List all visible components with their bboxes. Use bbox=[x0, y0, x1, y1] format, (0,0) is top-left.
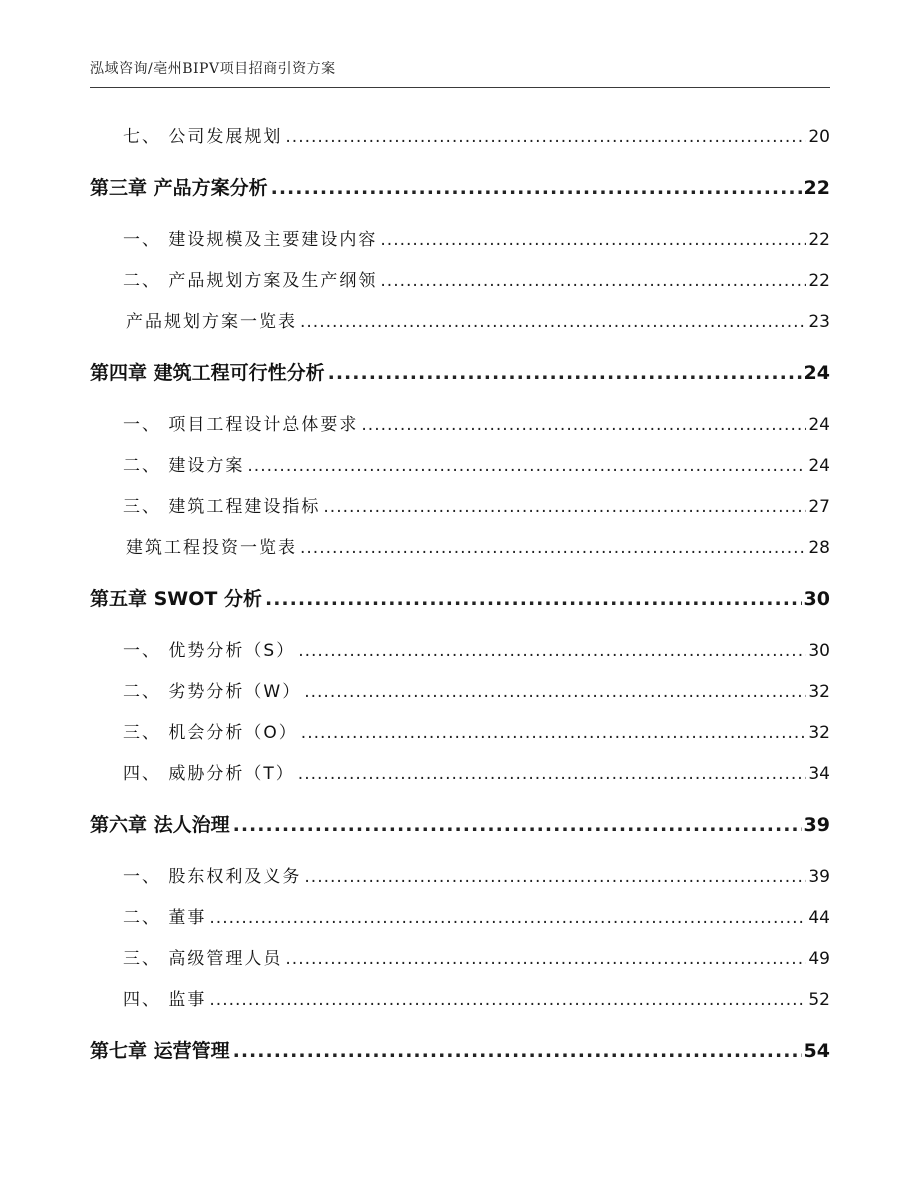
toc-entry-title: 建筑工程投资一览表 bbox=[126, 538, 297, 558]
toc-entry-page: 24 bbox=[808, 456, 830, 476]
toc-entry-page: 20 bbox=[808, 127, 830, 147]
toc-entry-title: 四、 威胁分析（T） bbox=[123, 764, 295, 784]
toc-entry[interactable] bbox=[90, 862, 830, 887]
toc-entry[interactable] bbox=[90, 944, 830, 969]
toc-entry[interactable] bbox=[90, 492, 830, 517]
toc-entry-page: 28 bbox=[808, 538, 830, 558]
toc-entry-page: 27 bbox=[808, 497, 830, 517]
toc-chapter-title: 第七章 运营管理 bbox=[90, 1040, 230, 1062]
toc-chapter[interactable] bbox=[90, 358, 830, 385]
dot-leader bbox=[328, 362, 802, 384]
toc-entry[interactable] bbox=[90, 718, 830, 743]
toc-entry-page: 44 bbox=[808, 908, 830, 928]
toc-entry[interactable] bbox=[90, 410, 830, 435]
toc-entry-page: 39 bbox=[808, 867, 830, 887]
dot-leader bbox=[209, 990, 806, 1010]
header-divider bbox=[90, 87, 830, 88]
toc-chapter-page: 24 bbox=[803, 362, 830, 384]
toc-entry[interactable] bbox=[90, 636, 830, 661]
toc-entry[interactable] bbox=[90, 307, 830, 332]
toc-entry-page: 34 bbox=[808, 764, 830, 784]
toc-entry-title: 二、 董事 bbox=[123, 908, 207, 928]
running-header: 泓域咨询/亳州BIPV项目招商引资方案 bbox=[90, 61, 336, 77]
toc-entry-title: 三、 高级管理人员 bbox=[123, 949, 283, 969]
toc-entry-title: 一、 股东权利及义务 bbox=[123, 867, 302, 887]
toc-entry[interactable] bbox=[90, 903, 830, 928]
toc-entry[interactable] bbox=[90, 266, 830, 291]
toc-chapter-title: 第四章 建筑工程可行性分析 bbox=[90, 362, 325, 384]
toc-entry[interactable] bbox=[90, 451, 830, 476]
toc-chapter[interactable] bbox=[90, 1036, 830, 1063]
dot-leader bbox=[233, 1040, 802, 1062]
dot-leader bbox=[300, 312, 806, 332]
toc-entry-title: 二、 建设方案 bbox=[123, 456, 245, 476]
dot-leader bbox=[285, 127, 806, 147]
toc-chapter-page: 22 bbox=[803, 177, 830, 199]
toc-entry-page: 32 bbox=[808, 723, 830, 743]
dot-leader bbox=[323, 497, 806, 517]
dot-leader bbox=[301, 723, 807, 743]
dot-leader bbox=[209, 908, 806, 928]
toc-chapter-title: 第三章 产品方案分析 bbox=[90, 177, 268, 199]
toc-entry-page: 49 bbox=[808, 949, 830, 969]
toc-entry-title: 四、 监事 bbox=[123, 990, 207, 1010]
toc-entry-title: 三、 建筑工程建设指标 bbox=[123, 497, 321, 517]
toc-entry-title: 三、 机会分析（O） bbox=[123, 723, 298, 743]
dot-leader bbox=[300, 538, 806, 558]
toc-chapter-title: 第五章 SWOT 分析 bbox=[90, 588, 262, 610]
toc-entry-title: 二、 产品规划方案及生产纲领 bbox=[123, 271, 378, 291]
toc-entry[interactable] bbox=[90, 225, 830, 250]
toc-entry[interactable] bbox=[90, 985, 830, 1010]
dot-leader bbox=[233, 814, 802, 836]
toc-entry-page: 24 bbox=[808, 415, 830, 435]
dot-leader bbox=[380, 230, 806, 250]
toc-chapter[interactable] bbox=[90, 810, 830, 837]
toc-entry[interactable] bbox=[90, 759, 830, 784]
toc-entry-page: 52 bbox=[808, 990, 830, 1010]
dot-leader bbox=[285, 949, 806, 969]
toc-chapter-page: 30 bbox=[803, 588, 830, 610]
dot-leader bbox=[304, 682, 806, 702]
toc-entry-page: 32 bbox=[808, 682, 830, 702]
toc-entry-title: 七、 公司发展规划 bbox=[123, 127, 283, 147]
toc-chapter[interactable] bbox=[90, 173, 830, 200]
toc-entry[interactable] bbox=[90, 122, 830, 147]
dot-leader bbox=[298, 641, 806, 661]
dot-leader bbox=[298, 764, 807, 784]
toc-entry-page: 30 bbox=[808, 641, 830, 661]
toc-entry-title: 一、 项目工程设计总体要求 bbox=[123, 415, 359, 435]
toc-chapter-title: 第六章 法人治理 bbox=[90, 814, 230, 836]
dot-leader bbox=[380, 271, 806, 291]
toc-entry-page: 23 bbox=[808, 312, 830, 332]
toc-entry-title: 一、 优势分析（S） bbox=[123, 641, 296, 661]
dot-leader bbox=[247, 456, 806, 476]
dot-leader bbox=[271, 177, 802, 199]
toc-chapter[interactable] bbox=[90, 584, 830, 611]
toc-entry-title: 二、 劣势分析（W） bbox=[123, 682, 302, 702]
toc-entry-page: 22 bbox=[808, 271, 830, 291]
toc-entry-page: 22 bbox=[808, 230, 830, 250]
toc-entry[interactable] bbox=[90, 533, 830, 558]
toc-entry-title: 一、 建设规模及主要建设内容 bbox=[123, 230, 378, 250]
dot-leader bbox=[304, 867, 806, 887]
dot-leader bbox=[265, 588, 802, 610]
toc-entry[interactable] bbox=[90, 677, 830, 702]
toc-chapter-page: 39 bbox=[803, 814, 830, 836]
dot-leader bbox=[361, 415, 806, 435]
toc-chapter-page: 54 bbox=[803, 1040, 830, 1062]
toc-entry-title: 产品规划方案一览表 bbox=[126, 312, 297, 332]
